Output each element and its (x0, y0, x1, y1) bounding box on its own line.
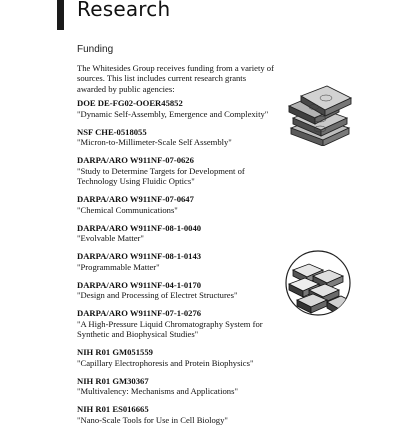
grant-id: DARPA/ARO W911NF-08-1-0040 (77, 222, 202, 233)
grant-title: "Dynamic Self-Assembly, Emergence and Complexity" (77, 108, 269, 119)
header-accent-bar (57, 0, 64, 30)
grant-id: NIH R01 GM051559 (77, 347, 153, 357)
grant-item (77, 376, 282, 397)
page-title: Research (77, 0, 171, 21)
grant-id: DARPA/ARO W911NF-07-0626 (77, 155, 194, 165)
grant-item (77, 308, 282, 340)
grant-title: "Multivalency: Mechanisms and Applications" (77, 386, 238, 396)
grant-id: NIH R01 GM30367 (77, 375, 149, 386)
grant-title: "Micron-to-Millimeter-Scale Self Assembly" (77, 137, 232, 147)
grant-title: "Chemical Communications" (77, 204, 178, 215)
grant-title: "A High-Pressure Liquid Chromatography System for Synthetic and Biophysical Studies" (77, 318, 263, 339)
grant-id: DARPA/ARO W911NF-08-1-0143 (77, 251, 202, 261)
grant-id: NSF CHE-0518055 (77, 126, 147, 137)
grant-item (77, 155, 282, 187)
funding-intro: The Whitesides Group receives funding from a variety of sources. This list includes current research grants awarded by public agencies: (77, 63, 274, 94)
grant-title: "Evolvable Matter" (77, 233, 144, 243)
grant-title: "Capillary Electrophoresis and Protein Biophysics" (77, 357, 254, 368)
grant-id: NIH R01 ES016665 (77, 404, 149, 414)
funding-heading: Funding (77, 44, 114, 55)
grant-item (77, 194, 282, 215)
grant-id: DARPA/ARO W911NF-04-1-0170 (77, 279, 202, 290)
grant-title: "Design and Processing of Electret Structures" (77, 290, 238, 300)
grant-list (77, 98, 282, 433)
grant-item (77, 347, 282, 368)
grant-title: "Study to Determine Targets for Development of Technology Using Fluidic Optics" (77, 165, 245, 186)
grant-id: DARPA/ARO W911NF-07-1-0276 (77, 308, 202, 318)
grant-title: "Nano-Scale Tools for Use in Cell Biology" (77, 414, 228, 425)
grant-item (77, 127, 282, 148)
gold-bars-icon (283, 250, 353, 316)
grant-title: "Programmable Matter" (77, 261, 160, 272)
grant-item (77, 98, 282, 119)
grant-item (77, 251, 282, 272)
money-stack-icon (287, 84, 353, 146)
grant-id: DARPA/ARO W911NF-07-0647 (77, 194, 194, 204)
grant-item (77, 223, 282, 244)
grant-item (77, 280, 282, 301)
grant-id: DOE DE-FG02-OOER45852 (77, 98, 183, 108)
grant-item (77, 404, 282, 425)
